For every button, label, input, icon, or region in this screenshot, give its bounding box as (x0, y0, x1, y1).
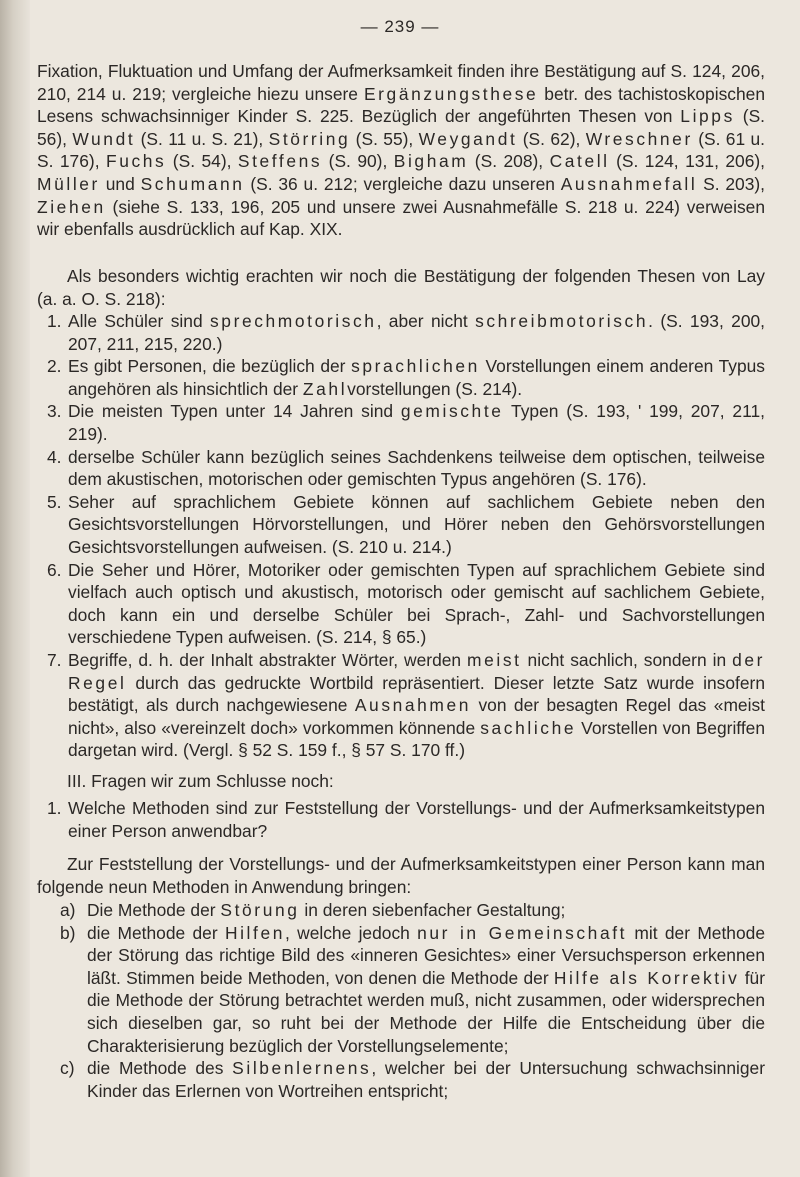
spaced-emphasis-text: Ergänzungsthese (363, 83, 539, 104)
spaced-emphasis-text: sachliche (480, 717, 577, 738)
paragraph-methods-intro: Zur Feststellung der Vorstellungs- und der Aufmerksamkeitstypen einer Person kann man folgende neun Methoden in Anwendung bringen: (37, 854, 765, 897)
spaced-emphasis-text: Weygandt (418, 128, 518, 149)
text-run: Fixation, Fluktuation und Umfang der Aufmerksamkeit finden ihre Bestätigung auf S. 124, 206, 210, 214 u. 219; vergleiche hiezu unsere (37, 61, 765, 104)
text-run: Vorstellen von Begriffen dargetan wird. (Vergl. § 52 S. 159 f., § 57 S. 170 ff.) (68, 717, 765, 761)
thesis-item-number: 4. (47, 446, 62, 467)
spaced-emphasis-text: Schumann (140, 173, 245, 194)
method-item (37, 1057, 765, 1102)
spaced-emphasis-text: Ausnahmen (354, 695, 472, 716)
spaced-emphasis-text: Ziehen (37, 196, 106, 217)
text-run: (S. 55), (350, 128, 419, 149)
methods-list (37, 899, 765, 1102)
spaced-emphasis-text: Wundt (72, 128, 136, 149)
text-run: durch das gedruckte Wortbild repräsentiert. Dieser letzte Satz wurde insofern bestätigt, als durch nachgewiesene (68, 672, 765, 716)
spaced-emphasis-text: Hilfen (224, 922, 285, 943)
text-run: die Methode der (87, 922, 225, 943)
spaced-emphasis-text: der Regel (68, 649, 765, 693)
thesis-item-text (68, 311, 765, 354)
method-item-text (87, 900, 565, 920)
question-item (37, 797, 765, 842)
paragraph-lay-theses-intro: Als besonders wichtig erachten wir noch die Bestätigung der folgenden Thesen von Lay (a. a. O. S. 218): (37, 266, 765, 309)
thesis-item-number: 7. (47, 649, 62, 670)
text-run: (S. 11 u. S. 21), (135, 128, 269, 149)
question-list (37, 797, 765, 842)
spaced-emphasis-text: Steffens (237, 151, 323, 172)
spaced-emphasis-text: Zahl (302, 378, 348, 399)
text-run: Die Methode der (87, 900, 221, 920)
spaced-emphasis-text: Ausnahmefall (560, 173, 698, 194)
spaced-emphasis-text: sprachlichen (351, 356, 480, 377)
spaced-emphasis-text: nur in Gemeinschaft (417, 922, 628, 943)
thesis-item-text (68, 650, 765, 760)
thesis-item-number: 2. (47, 356, 62, 377)
thesis-item-number: 5. (47, 491, 62, 512)
question-text: Welche Methoden sind zur Feststellung der Vorstellungs- und der Aufmerksamkeitstypen einer Person anwendbar? (68, 798, 765, 841)
spaced-emphasis-text: gemischte (400, 401, 504, 422)
method-item-number: c) (60, 1058, 75, 1079)
text-run: (S. 208), (468, 151, 550, 172)
thesis-item-text (68, 447, 765, 490)
text-run: (S. 36 u. 212; vergleiche dazu unseren (244, 173, 561, 194)
thesis-item-text (68, 492, 765, 557)
theses-list (37, 310, 765, 762)
text-run: (S. 62), (517, 128, 586, 149)
text-run: Begriffe, d. h. der Inhalt abstrakter Wörter, werden (68, 649, 468, 670)
text-run: . (S. 193, 200, 207, 211, 215, 220.) (68, 311, 765, 354)
section-heading: III. Fragen wir zum Schlusse noch: (67, 771, 334, 791)
thesis-item-text (68, 560, 765, 648)
text-run: Alle Schüler sind (68, 311, 210, 331)
spaced-emphasis-text: Hilfe als Korrektiv (553, 967, 740, 988)
page-number: — 239 — (360, 17, 440, 36)
thesis-item (37, 559, 765, 649)
thesis-item (37, 491, 765, 559)
text-run: (S. 61 u. S. 176), (37, 128, 766, 172)
thesis-item-text (68, 401, 765, 444)
thesis-item-number: 6. (47, 559, 62, 580)
spaced-emphasis-text: Störring (268, 128, 351, 149)
text-run: S. 203), (697, 173, 765, 194)
method-item (37, 922, 765, 1058)
method-item (37, 899, 765, 922)
spaced-emphasis-text: sprechmotorisch (210, 311, 377, 331)
thesis-item (37, 310, 765, 355)
spaced-emphasis-text: Bigham (393, 151, 469, 172)
text-run: (S. 124, 131, 206), (609, 151, 766, 172)
text-run: (S. 54), (166, 151, 238, 172)
spaced-emphasis-text: Störung (220, 900, 300, 920)
text-run: Seher auf sprachlichem Gebiete können auf sachlichem Gebiete neben den Gesichtsvorstellungen Hörvorstellungen, und Hörer neben den Gehörsvorstellungen Gesichtsvorstellungen aufweisen. (S. 210 u. 214.) (68, 491, 765, 557)
thesis-item-text (68, 356, 765, 399)
text-run: Typen (S. 193, ' 199, 207, 211, 219). (68, 401, 765, 444)
text-run: , welche jedoch (285, 922, 418, 943)
spaced-emphasis-text: Fuchs (105, 151, 167, 172)
question-number: 1. (47, 798, 62, 818)
text-run: für die Methode der Störung betrachtet werden muß, nicht zusammen, oder widersprechen sich dieselben gar, so ruht bei der Methode der Hilfe die Entscheidung über die Charakterisierung bezüglich der Vorstellungselemente; (87, 967, 765, 1056)
spaced-emphasis-text: Silbenlernens (232, 1058, 372, 1079)
paragraph-confirmations (37, 60, 765, 241)
text-run: derselbe Schüler kann bezüglich seines Sachdenkens teilweise dem optischen, teilweise dem akustischen, motorischen oder gemischten Typus angehören (S. 176). (68, 446, 765, 490)
text-run: und (99, 173, 141, 194)
text-run: Die Seher und Hörer, Motoriker oder gemischten Typen auf sprachlichem Gebiete sind vielfach auch optisch und akustisch, motorisch oder gemischt auf sachlichem Gebiete, doch kann ein und derselbe Schüler bei Sprach-, Zahl- und Sachvorstellungen verschiedene Typen aufweisen. (S. 214, § 65.) (68, 559, 765, 648)
method-item-text (87, 923, 765, 1056)
text-run: (siehe S. 133, 196, 205 und unsere zwei Ausnahmefälle S. 218 u. 224) verweisen wir ebenfalls ausdrücklich auf Kap. XIX. (37, 196, 765, 240)
text-run: Vorstellungen einem anderen Typus angehören als hinsichtlich der (68, 356, 765, 399)
text-run: betr. des tachistoskopischen Lesens schwachsinniger Kinder S. 225. Bezüglich der angeführten Thesen von (37, 83, 766, 127)
text-run: , aber nicht (376, 311, 476, 331)
thesis-item (37, 400, 765, 445)
text-run: in deren siebenfacher Gestaltung; (299, 900, 566, 920)
thesis-item-number: 3. (47, 401, 62, 422)
text-run: Es gibt Personen, die bezüglich der (68, 356, 352, 377)
thesis-item (37, 446, 765, 491)
text-run: von der besagten Regel das «meist nicht», also «vereinzelt doch» vorkommen könnende (68, 695, 765, 738)
thesis-item (37, 649, 765, 762)
text-run: (S. 56), (37, 106, 765, 149)
spaced-emphasis-text: Lipps (680, 106, 735, 127)
method-item-text (87, 1058, 765, 1101)
text-run: mit der Methode der Störung das richtige Bild des «inneren Gesichtes» einer Versuchsperson erkennen läßt. Stimmen beide Methoden, von denen die Methode der (87, 922, 765, 988)
text-run: (S. 90), (322, 151, 394, 172)
spaced-emphasis-text: Müller (37, 173, 100, 194)
text-run: Die meisten Typen unter 14 Jahren sind (68, 401, 401, 422)
spaced-emphasis-text: meist (467, 649, 522, 670)
thesis-item (37, 355, 765, 400)
thesis-item-number: 1. (47, 311, 62, 331)
spaced-emphasis-text: Catell (549, 151, 610, 172)
text-run: vorstellungen (S. 214). (347, 378, 523, 399)
spaced-emphasis-text: schreibmotorisch (475, 311, 649, 331)
text-run: , welcher bei der Untersuchung schwachsinniger Kinder das Erlernen von Wortreihen entspricht; (87, 1058, 765, 1101)
text-run: nicht sachlich, sondern in (521, 649, 733, 670)
method-item-number: b) (60, 922, 76, 943)
text-run: die Methode des (87, 1058, 233, 1079)
method-item-number: a) (60, 900, 76, 920)
spaced-emphasis-text: Wreschner (585, 128, 693, 149)
